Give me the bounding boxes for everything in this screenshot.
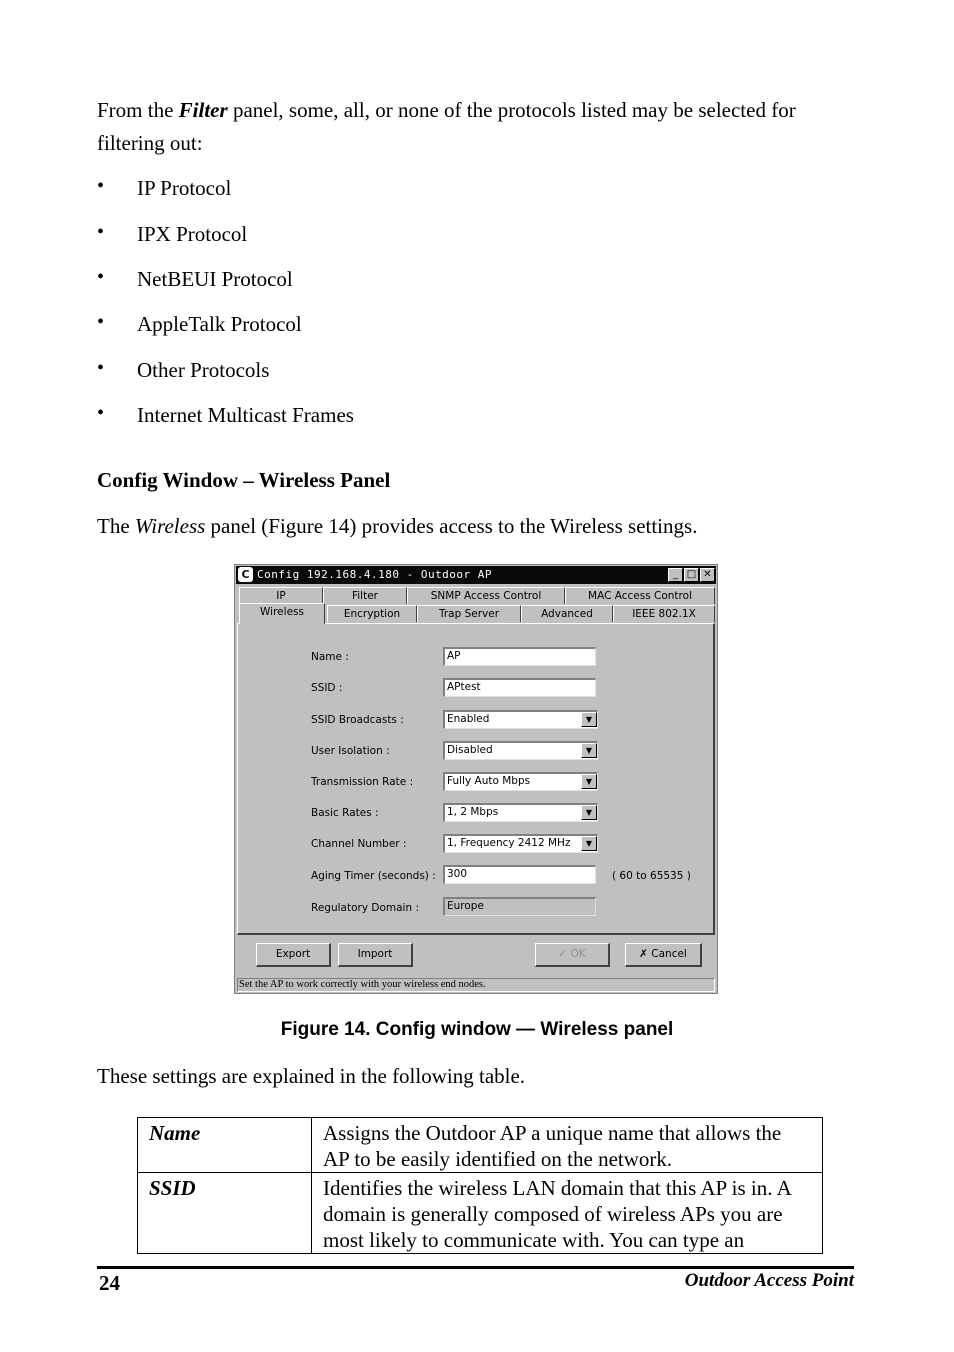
config-window bbox=[234, 564, 718, 994]
intro-line1-rest: panel, some, all, or none of the protocols listed may be selected for bbox=[227, 98, 796, 122]
maximize-icon[interactable]: □ bbox=[684, 568, 699, 582]
user-isolation-value: Disabled bbox=[447, 744, 493, 756]
tab-wireless[interactable]: Wireless bbox=[239, 603, 325, 624]
figure-caption: Figure 14. Config window — Wireless panel bbox=[280, 1019, 674, 1040]
chevron-down-icon[interactable]: ▼ bbox=[581, 743, 597, 758]
tab-ip[interactable]: IP bbox=[239, 587, 323, 604]
intro-paragraph bbox=[97, 94, 867, 160]
list-item: IPX Protocol bbox=[137, 222, 248, 246]
ssid-broadcasts-value: Enabled bbox=[447, 713, 490, 725]
ssid-input[interactable]: APtest bbox=[443, 678, 596, 697]
list-item: IP Protocol bbox=[137, 176, 232, 200]
list-item: NetBEUI Protocol bbox=[137, 267, 293, 291]
channel-number-select[interactable] bbox=[443, 834, 598, 853]
intro-prefix: From the bbox=[97, 98, 179, 122]
tab-encryption[interactable]: Encryption bbox=[327, 605, 417, 622]
aging-timer-range-hint: ( 60 to 65535 ) bbox=[612, 870, 691, 882]
list-item: Other Protocols bbox=[137, 358, 270, 382]
chevron-down-icon[interactable]: ▼ bbox=[581, 712, 597, 727]
basic-rates-value: 1, 2 Mbps bbox=[447, 806, 499, 818]
chevron-down-icon[interactable]: ▼ bbox=[581, 805, 597, 820]
table-intro: These settings are explained in the following table. bbox=[97, 1064, 526, 1088]
chevron-down-icon[interactable]: ▼ bbox=[581, 774, 597, 789]
bullet-icon: • bbox=[97, 402, 105, 424]
bullet-icon: • bbox=[97, 357, 105, 379]
ssid-label: SSID : bbox=[311, 682, 343, 694]
user-isolation-label: User Isolation : bbox=[311, 745, 390, 757]
bullet-icon: • bbox=[97, 266, 105, 288]
transmission-rate-select[interactable] bbox=[443, 772, 598, 791]
footer-rule bbox=[97, 1266, 854, 1269]
setting-description: Identifies the wireless LAN domain that this AP is in. A domain is generally composed of wireless APs you are most likely to communicate with. You can type an bbox=[312, 1173, 823, 1254]
tab-advanced[interactable]: Advanced bbox=[521, 605, 613, 622]
transmission-rate-value: Fully Auto Mbps bbox=[447, 775, 531, 787]
ssid-broadcasts-label: SSID Broadcasts : bbox=[311, 714, 404, 726]
channel-number-value: 1, Frequency 2412 MHz bbox=[447, 837, 571, 849]
ok-button-label: OK bbox=[570, 948, 586, 960]
settings-table bbox=[137, 1117, 823, 1254]
tab-ieee-8021x[interactable]: IEEE 802.1X bbox=[613, 605, 715, 622]
table-row bbox=[138, 1118, 823, 1173]
bullet-icon: • bbox=[97, 311, 105, 333]
setting-term: SSID bbox=[138, 1173, 312, 1254]
wireless-intro bbox=[97, 510, 697, 543]
wireless-term: Wireless bbox=[134, 514, 206, 538]
export-button[interactable]: Export bbox=[256, 943, 331, 967]
bullet-icon: • bbox=[97, 221, 105, 243]
regulatory-domain-label: Regulatory Domain : bbox=[311, 902, 419, 914]
tab-filter[interactable]: Filter bbox=[323, 587, 407, 604]
wireless-panel bbox=[237, 623, 715, 935]
tab-trap-server[interactable]: Trap Server bbox=[417, 605, 521, 622]
name-input[interactable]: AP bbox=[443, 647, 596, 666]
regulatory-domain-field: Europe bbox=[443, 897, 596, 916]
name-label: Name : bbox=[311, 651, 349, 663]
wireless-intro-rest: panel (Figure 14) provides access to the Wireless settings. bbox=[205, 514, 698, 538]
list-item: AppleTalk Protocol bbox=[137, 312, 302, 336]
window-title: Config 192.168.4.180 - Outdoor AP bbox=[257, 568, 493, 581]
user-isolation-select[interactable] bbox=[443, 741, 598, 760]
minimize-icon[interactable]: _ bbox=[668, 568, 683, 582]
check-icon: ✓ bbox=[558, 948, 568, 960]
cancel-button-label: Cancel bbox=[651, 948, 687, 960]
setting-description: Assigns the Outdoor AP a unique name that allows the AP to be easily identified on the network. bbox=[312, 1118, 823, 1173]
list-item: Internet Multicast Frames bbox=[137, 403, 354, 427]
cancel-button[interactable] bbox=[625, 943, 702, 967]
page-number: 24 bbox=[99, 1271, 120, 1295]
setting-term: Name bbox=[138, 1118, 312, 1173]
section-heading: Config Window – Wireless Panel bbox=[97, 468, 391, 492]
import-button[interactable]: Import bbox=[338, 943, 413, 967]
filter-term: Filter bbox=[178, 98, 228, 122]
bullet-icon: • bbox=[97, 175, 105, 197]
wireless-intro-prefix: The bbox=[97, 514, 135, 538]
chevron-down-icon[interactable]: ▼ bbox=[581, 836, 597, 851]
basic-rates-select[interactable] bbox=[443, 803, 598, 822]
ssid-broadcasts-select[interactable] bbox=[443, 710, 598, 729]
app-icon: C bbox=[238, 567, 253, 582]
transmission-rate-label: Transmission Rate : bbox=[311, 776, 414, 788]
tab-snmp-access-control[interactable]: SNMP Access Control bbox=[407, 587, 565, 604]
channel-number-label: Channel Number : bbox=[311, 838, 407, 850]
close-icon[interactable]: ✕ bbox=[700, 568, 715, 582]
aging-timer-input[interactable]: 300 bbox=[443, 865, 596, 884]
table-row bbox=[138, 1173, 823, 1254]
intro-line2: filtering out: bbox=[97, 131, 203, 155]
window-titlebar[interactable] bbox=[236, 566, 716, 584]
cancel-x-icon: ✗ bbox=[639, 948, 648, 960]
aging-timer-label: Aging Timer (seconds) : bbox=[311, 870, 436, 882]
status-bar: Set the AP to work correctly with your wireless end nodes. bbox=[237, 978, 715, 992]
footer-title: Outdoor Access Point bbox=[684, 1270, 854, 1291]
basic-rates-label: Basic Rates : bbox=[311, 807, 379, 819]
tab-mac-access-control[interactable]: MAC Access Control bbox=[565, 587, 715, 604]
ok-button[interactable] bbox=[535, 943, 610, 967]
